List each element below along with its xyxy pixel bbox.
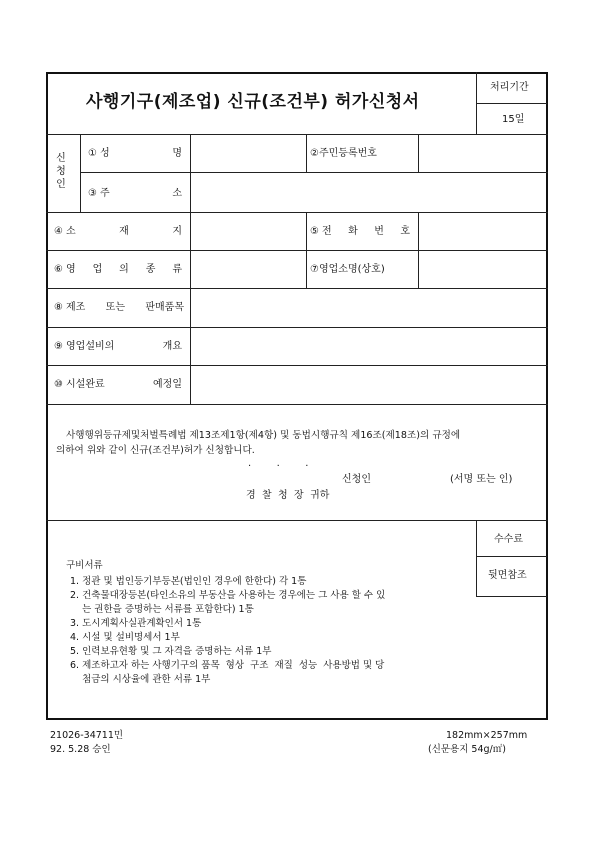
business-type-char-1: 영: [66, 264, 76, 275]
phone-label-char-2: 화: [348, 226, 358, 237]
completion-label-part-2: 예정일: [153, 379, 182, 390]
location-label-char-1: 소: [66, 226, 76, 237]
name-label: [100, 148, 182, 160]
business-name-num: ⑦: [310, 264, 319, 275]
resident-no-num: ②: [310, 148, 319, 159]
business-type-field[interactable]: [192, 252, 304, 286]
products-label: [66, 302, 184, 314]
document-item: 4. 시설 및 설비명세서 1부: [70, 632, 180, 643]
phone-num: ⑤: [310, 226, 319, 237]
row-line-name: [80, 172, 548, 173]
form-title: 사행기구(제조업) 신규(조건부) 허가신청서: [86, 92, 420, 112]
row-line-completion: [46, 404, 548, 405]
business-type-label: [66, 264, 182, 276]
address-num: ③: [88, 188, 97, 199]
location-num: ④: [54, 226, 63, 237]
phone-label-char-3: 번: [374, 226, 384, 237]
address-label: [100, 188, 182, 200]
signature-label: (서명 또는 인): [450, 474, 513, 485]
document-item: 6. 제조하고자 하는 사행기구의 품목 형상 구조 재질 성능 사용방법 및 당: [70, 660, 385, 671]
products-label-part-2: 또는: [105, 302, 125, 313]
document-item: 5. 인력보유현황 및 그 자격을 증명하는 서류 1부: [70, 646, 272, 657]
fee-box-bottom-line: [476, 596, 547, 597]
processing-label: 처리기간: [490, 82, 529, 93]
location-label-char-2: 재: [119, 226, 129, 237]
mid-divider-4: [418, 212, 419, 288]
resident-no-label: [310, 148, 377, 160]
phone-label-char-4: 호: [400, 226, 410, 237]
approval-date: 92. 5.28 승인: [50, 744, 111, 755]
row-line-location: [46, 250, 548, 251]
name-label-char-1: 성: [100, 148, 110, 159]
phone-field[interactable]: [420, 214, 546, 248]
date-dots: . . .: [248, 458, 309, 469]
products-label-part-1: 제조: [66, 302, 86, 313]
products-num: ⑧: [54, 302, 63, 313]
row-line-header: [46, 134, 548, 135]
business-type-num: ⑥: [54, 264, 63, 275]
resident-no-field[interactable]: [420, 136, 546, 170]
business-type-char-3: 의: [119, 264, 129, 275]
resident-no-text: 주민등록번호: [318, 148, 377, 159]
address-label-char-2: 소: [172, 188, 182, 199]
paper-size: 182mm×257mm: [446, 730, 528, 741]
products-field[interactable]: [192, 290, 546, 325]
document-item: 첨금의 시상율에 관한 서류 1부: [70, 674, 211, 685]
label-column-divider: [190, 134, 191, 404]
facilities-label-part-2: 개요: [162, 341, 182, 352]
facilities-label: [66, 341, 182, 353]
name-label-char-2: 명: [172, 148, 182, 159]
applicant-group-label: 신청인: [56, 153, 66, 190]
paper-type: (신문용지 54g/㎡): [428, 744, 506, 755]
document-item: 1. 정관 및 법인등기부등본(법인인 경우에 한한다) 각 1통: [70, 576, 307, 587]
address-field[interactable]: [192, 174, 546, 210]
document-item: 3. 도시계획사실관계확인서 1통: [70, 618, 202, 629]
phone-label-char-1: 전: [322, 226, 332, 237]
products-label-part-3: 판매품목: [145, 302, 184, 313]
location-field[interactable]: [192, 214, 304, 248]
address-label-char-1: 주: [100, 188, 110, 199]
row-line-facilities: [46, 365, 548, 366]
row-line-products: [46, 327, 548, 328]
business-name-text: 영업소명(상호): [318, 264, 385, 275]
mid-divider-2: [418, 134, 419, 172]
addressee: 경 찰 청 장 귀하: [246, 490, 330, 501]
completion-num: ⑩: [54, 379, 63, 390]
name-num: ①: [88, 148, 97, 159]
row-line-statement: [46, 520, 548, 521]
mid-divider-3: [306, 212, 307, 288]
row-line-applicant: [46, 212, 548, 213]
facilities-num: ⑨: [54, 341, 63, 352]
business-type-char-2: 업: [92, 264, 103, 275]
completion-label-part-1: 시설완료: [66, 379, 105, 390]
documents-heading: 구비서류: [66, 560, 103, 571]
business-name-field[interactable]: [420, 252, 546, 286]
statement-line-1: 사행행위등규제및처벌특례법 제13조제1항(제4항) 및 동법시행규칙 제16조(제18조)의 규정에: [66, 430, 461, 441]
processing-divider: [476, 103, 547, 104]
row-line-business: [46, 288, 548, 289]
applicant-group-divider: [80, 134, 81, 212]
document-item: 2. 건축물대장등본(타인소유의 부동산을 사용하는 경우에는 그 사용 할 수 있: [70, 590, 386, 601]
facilities-field[interactable]: [192, 329, 546, 363]
applicant-sign-label: 신청인: [342, 474, 371, 485]
form-number: 21026-34711민: [50, 730, 124, 741]
name-field[interactable]: [192, 136, 304, 170]
fee-label: 수수료: [494, 534, 523, 545]
business-name-label: [310, 264, 385, 276]
completion-label: [66, 379, 182, 391]
document-item: 는 권한을 증명하는 서류를 포함한다) 1통: [70, 604, 254, 615]
completion-date-field[interactable]: [192, 367, 546, 402]
location-label-char-3: 지: [172, 226, 182, 237]
business-type-char-5: 류: [172, 264, 182, 275]
statement-line-2: 의하여 위와 같이 신규(조건부)허가 신청합니다.: [56, 445, 255, 456]
mid-divider-1: [306, 134, 307, 172]
facilities-label-part-1: 영업설비의: [66, 341, 115, 352]
processing-value: 15일: [502, 114, 525, 125]
fee-box-divider: [476, 520, 477, 596]
phone-label: [322, 226, 410, 238]
fee-box-mid-line: [476, 556, 547, 557]
location-label: [66, 226, 182, 238]
fee-value: 뒷면참조: [488, 570, 527, 581]
business-type-char-4: 종: [145, 264, 156, 275]
